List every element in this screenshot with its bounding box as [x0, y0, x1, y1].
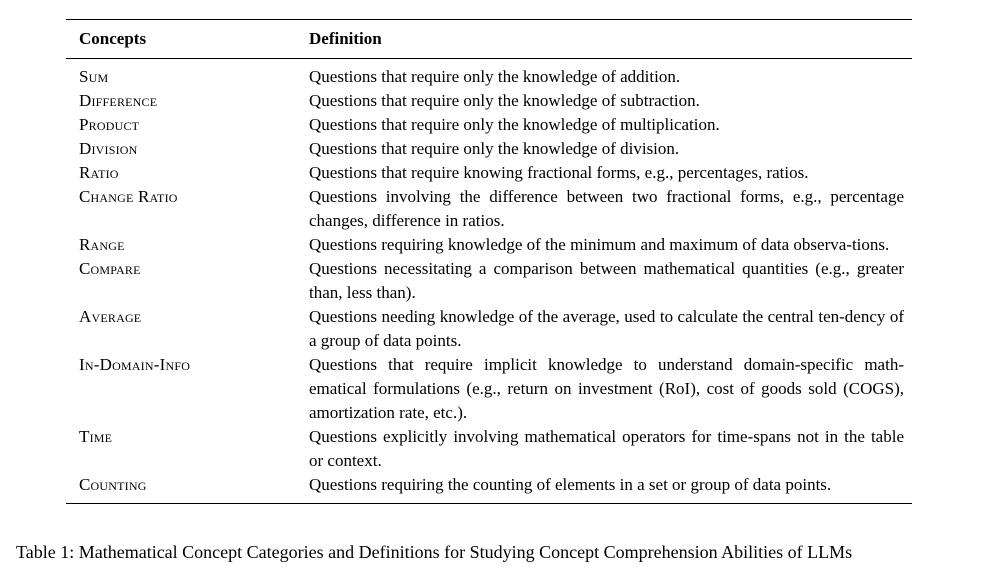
- definition-cell: Questions requiring the counting of elements in a set or group of data points.: [309, 475, 832, 494]
- table-row: [66, 113, 912, 137]
- concept-cell: Product: [79, 115, 140, 134]
- concept-cell: Counting: [79, 475, 147, 494]
- table-row: [66, 353, 912, 425]
- table-row: [66, 233, 912, 257]
- concept-cell: Sum: [79, 67, 109, 86]
- definition-cell: Questions needing knowledge of the average, used to calculate the central ten-dency of a group of data points.: [309, 307, 904, 350]
- definition-cell: Questions that require only the knowledge of multiplication.: [309, 115, 720, 134]
- concept-cell: Ratio: [79, 163, 119, 182]
- table-row: [66, 305, 912, 353]
- table-row: [66, 473, 912, 503]
- definition-cell: Questions that require only the knowledge of subtraction.: [309, 91, 700, 110]
- concept-cell: Division: [79, 139, 138, 158]
- definition-cell: Questions explicitly involving mathematical operators for time-spans not in the table or context.: [309, 427, 904, 470]
- table-row: [66, 161, 912, 185]
- concept-cell: Time: [79, 427, 113, 446]
- table-header-row: [66, 20, 912, 58]
- table-bottom-rule: [66, 503, 912, 504]
- table-row: [66, 137, 912, 161]
- concept-cell: Range: [79, 235, 125, 254]
- concepts-table-body: [66, 59, 912, 503]
- table-row: [66, 89, 912, 113]
- table-row: [66, 185, 912, 233]
- concepts-table: [66, 19, 912, 504]
- table-caption: Table 1: Mathematical Concept Categories and Definitions for Studying Concept Comprehension Abilities of LLMs: [16, 542, 853, 562]
- definition-cell: Questions that require implicit knowledge to understand domain-specific math-ematical formulations (e.g., return on investment (RoI), cost of goods sold (COGS), amortization rate, etc.).: [309, 355, 904, 422]
- definition-cell: Questions that require only the knowledge of addition.: [309, 67, 681, 86]
- concept-cell: In-Domain-Info: [79, 355, 191, 374]
- definition-cell: Questions that require only the knowledge of division.: [309, 139, 680, 158]
- definition-cell: Questions requiring knowledge of the minimum and maximum of data observa-tions.: [309, 235, 890, 254]
- header-concepts: Concepts: [79, 29, 147, 48]
- definition-cell: Questions necessitating a comparison between mathematical quantities (e.g., greater than, less than).: [309, 259, 904, 302]
- table-row: [66, 59, 912, 89]
- table-row: [66, 425, 912, 473]
- definition-cell: Questions involving the difference between two fractional forms, e.g., percentage changes, difference in ratios.: [309, 187, 904, 230]
- concept-cell: Difference: [79, 91, 158, 110]
- table-row: [66, 257, 912, 305]
- definition-cell: Questions that require knowing fractional forms, e.g., percentages, ratios.: [309, 163, 809, 182]
- header-definition: Definition: [309, 29, 382, 48]
- concept-cell: Compare: [79, 259, 141, 278]
- concept-cell: Average: [79, 307, 142, 326]
- concepts-definitions-table: [66, 20, 912, 58]
- concept-cell: Change Ratio: [79, 187, 178, 206]
